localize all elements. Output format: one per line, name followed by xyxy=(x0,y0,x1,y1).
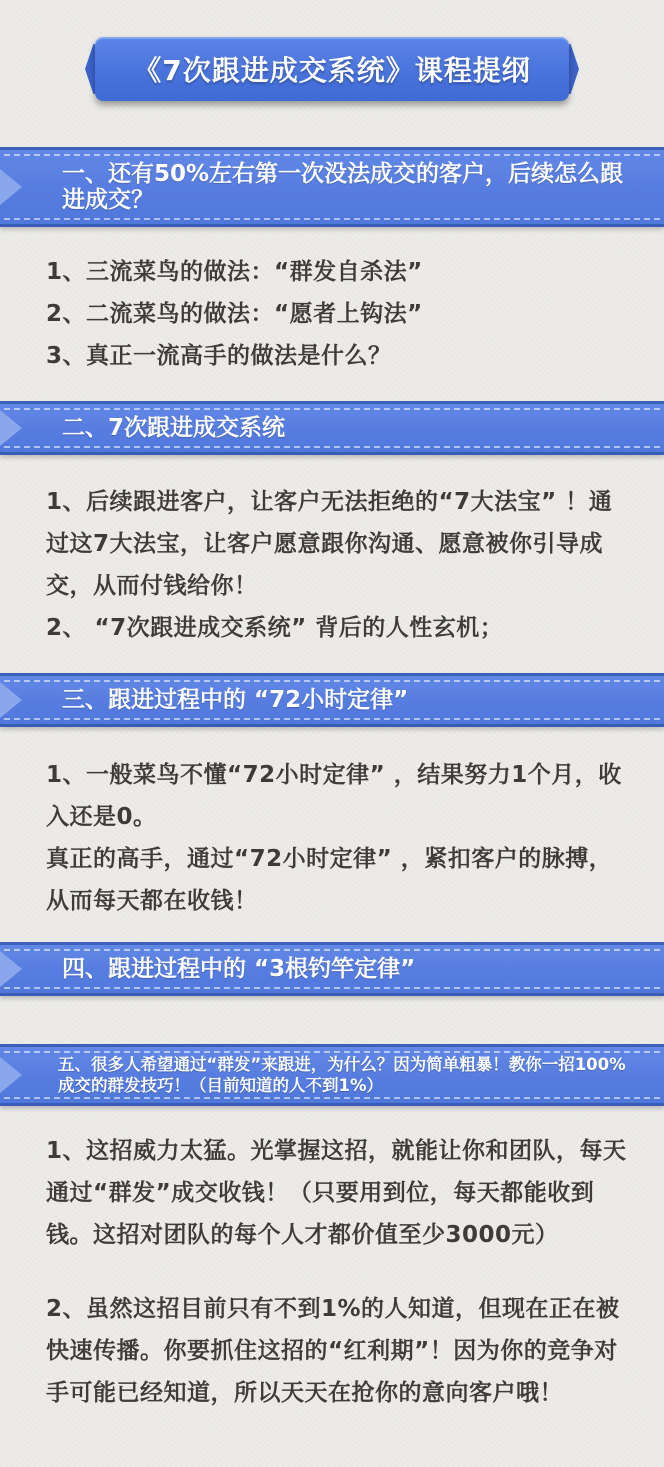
bar-chevron-icon xyxy=(0,1057,22,1093)
outline-item: 2、 “7次跟进成交系统” 背后的人性玄机； xyxy=(46,615,504,641)
section-heading-4 xyxy=(0,942,664,996)
outline-item: 真正的高手，通过“72小时定律” ，紧扣客户的脉搏，从而每天都在收钱！ xyxy=(46,846,613,914)
section-heading-5 xyxy=(0,1044,664,1106)
section-5-content-item-1 xyxy=(0,1130,664,1256)
section-2-content xyxy=(0,481,664,649)
title-banner xyxy=(95,37,569,101)
bar-chevron-icon xyxy=(0,169,22,205)
bar-chevron-icon xyxy=(0,682,22,718)
section-3-content xyxy=(0,754,664,922)
section-heading-1-label: 一、还有50%左右第一次没法成交的客户，后续怎么跟进成交？ xyxy=(62,161,624,213)
outline-item: 3、真正一流高手的做法是什么？ xyxy=(46,343,392,369)
outline-item: 1、三流菜鸟的做法：“群发自杀法” xyxy=(46,259,423,285)
outline-item: 1、这招威力太猛。光掌握这招，就能让你和团队，每天通过“群发”成交收钱！（只要用到位，每天都能收到钱。这招对团队的每个人才都价值至少3000元） xyxy=(46,1138,627,1248)
bar-chevron-icon xyxy=(0,410,22,446)
outline-item: 2、虽然这招目前只有不到1%的人知道，但现在正在被快速传播。你要抓住这招的“红利期”！因为你的竞争对手可能已经知道，所以天天在抢你的意向客户哦！ xyxy=(46,1296,620,1406)
section-heading-5-label: 五、很多人希望通过“群发”来跟进，为什么？因为简单粗暴！教你一招100%成交的群发技巧！（目前知道的人不到1%） xyxy=(58,1055,626,1095)
section-5-content-item-2 xyxy=(0,1288,664,1414)
section-heading-3-label: 三、跟进过程中的 “72小时定律” xyxy=(62,687,409,713)
title-banner-body xyxy=(95,37,569,101)
bar-chevron-icon xyxy=(0,951,22,987)
section-heading-4-label: 四、跟进过程中的 “3根钓竿定律” xyxy=(62,956,416,982)
outline-item: 2、二流菜鸟的做法：“愿者上钩法” xyxy=(46,301,423,327)
outline-item: 1、一般菜鸟不懂“72小时定律” ，结果努力1个月，收入还是0。 xyxy=(46,762,622,830)
outline-item: 1、后续跟进客户，让客户无法拒绝的“7大法宝” ！通过这7大法宝，让客户愿意跟你沟通、愿意被你引导成交，从而付钱给你！ xyxy=(46,489,613,599)
section-heading-1 xyxy=(0,147,664,227)
section-heading-2 xyxy=(0,401,664,455)
section-heading-2-label: 二、7次跟进成交系统 xyxy=(62,415,286,441)
page-title: 《7次跟进成交系统》课程提纲 xyxy=(133,54,531,87)
section-heading-3 xyxy=(0,673,664,727)
section-1-content xyxy=(0,251,664,377)
